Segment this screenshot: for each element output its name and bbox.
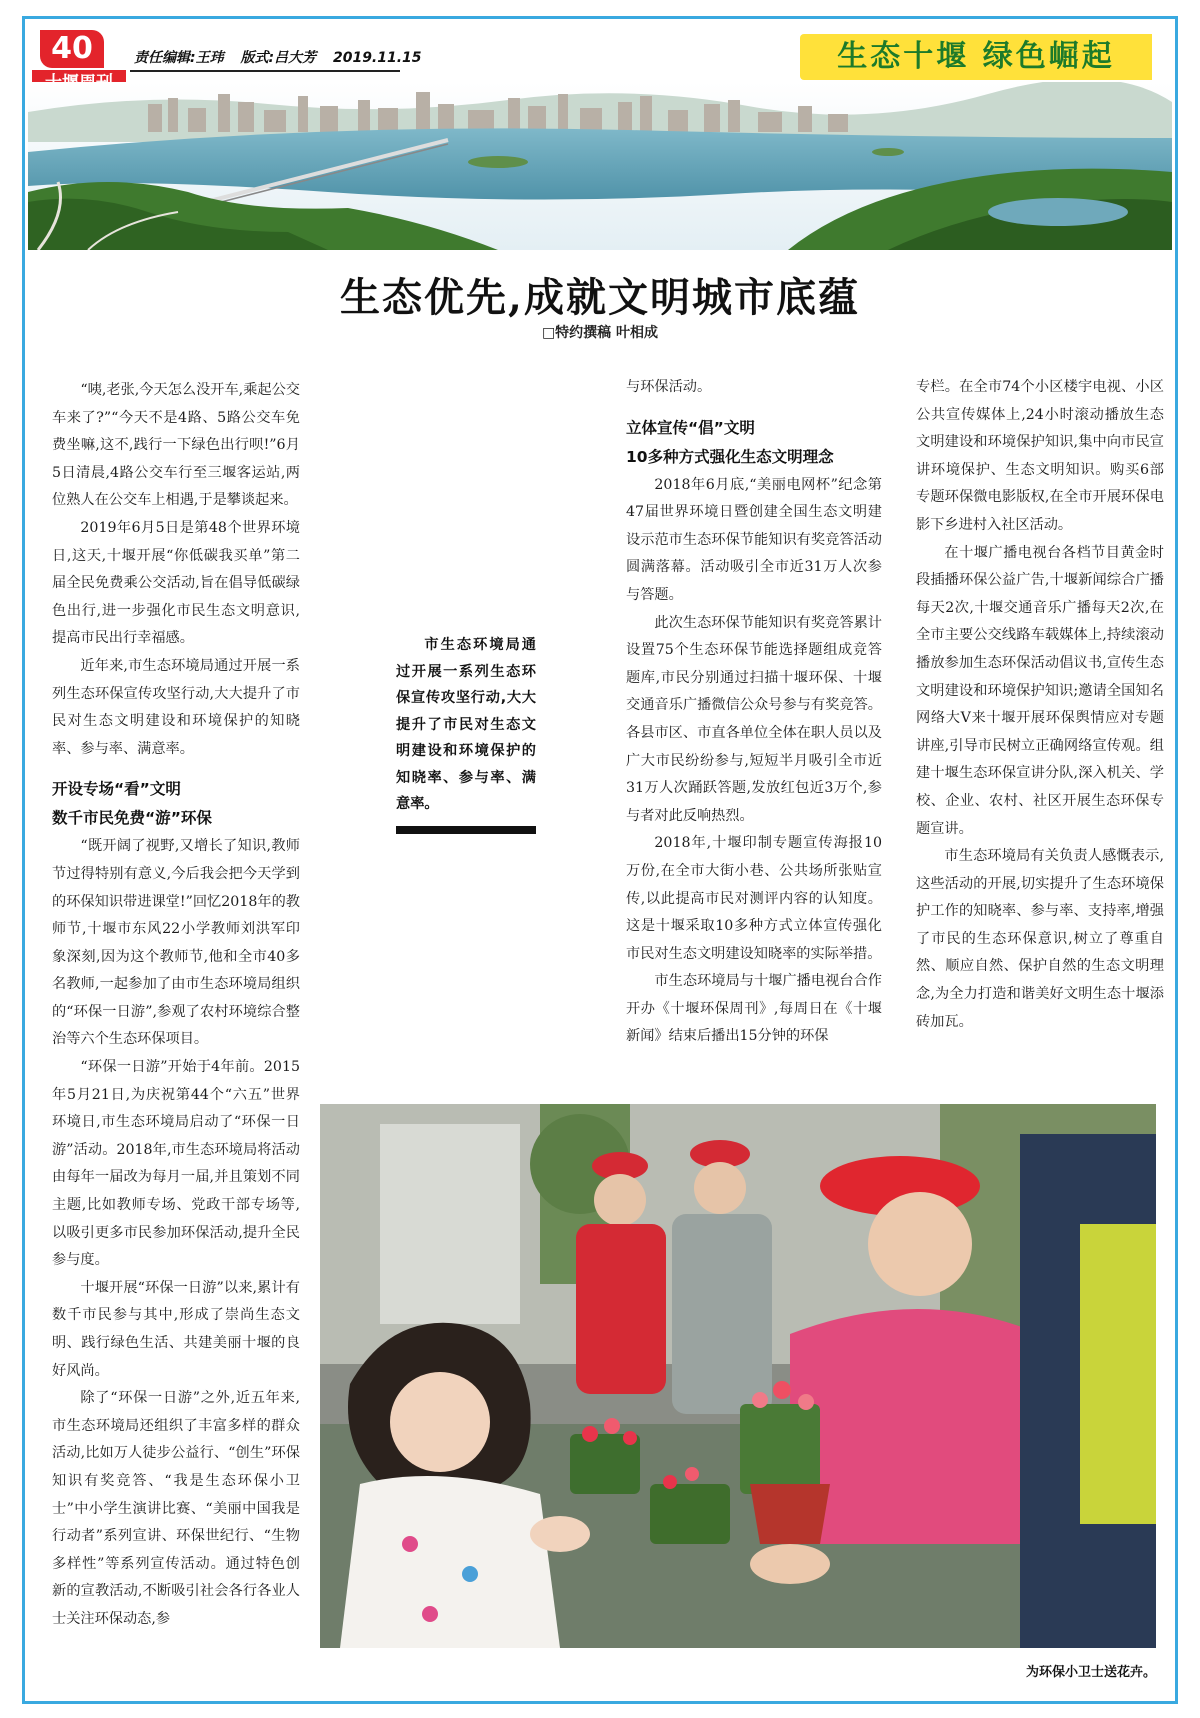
paragraph: 除了“环保一日游”之外,近五年来,市生态环境局还组织了丰富多样的群众活动,比如万人徒步公益行、“创生”环保知识有奖竞答、“我是生态环保小卫士”中小学生演讲比赛、“美丽中国我是行动者”系列宣讲、环保世纪行、“生物多样性”等系列宣传活动。通过特色创新的宣教活动,不断吸引社会各行各业人士关注环保动态,参 (52, 1390, 300, 1627)
article-column-1 (52, 377, 300, 1634)
section-slogan: 生态十堰 绿色崛起 (800, 34, 1152, 80)
header-divider (130, 70, 400, 72)
paragraph: 与环保活动。 (626, 379, 712, 395)
paragraph: 市生态环境局有关负责人感慨表示,这些活动的开展,切实提升了生态环境保护工作的知晓率、参与率、支持率,增强了市民的生态环保意识,树立了尊重自然、顺应自然、保护自然的生态文明理念,为全力打造和谐美好文明生态十堰添砖加瓦。 (916, 848, 1164, 1030)
paragraph: “咦,老张,今天怎么没开车,乘起公交车来了?”“今天不是4路、5路公交车免费坐嘛,这不,践行一下绿色出行呗!”6月5日清晨,4路公交车行至三堰客运站,两位熟人在公交车上相遇,于是攀谈起来。 (52, 382, 300, 509)
subheading: 数千市民免费“游”环保 (52, 809, 212, 828)
paragraph: 十堰开展“环保一日游”以来,累计有数千市民参与其中,形成了崇尚生态文明、践行绿色生活、共建美丽十堰的良好风尚。 (52, 1279, 300, 1379)
editor-name: 责任编辑:王玮 (134, 50, 224, 66)
paragraph: 2019年6月5日是第48个世界环境日,这天,十堰开展“你低碳我买单”第二届全民免费乘公交活动,旨在倡导低碳绿色出行,进一步强化市民生态文明意识,提高市民出行幸福感。 (52, 519, 300, 647)
event-photo (320, 1104, 1156, 1648)
subheading: 立体宣传“倡”文明 (626, 418, 755, 437)
paragraph: 2018年,十堰印制专题宣传海报10万份,在全市大街小巷、公共场所张贴宣传,以此提高市民对测评内容的认知度。这是十堰采取10多种方式立体宣传强化市民对生态文明建设知晓率的实际举措。 (626, 835, 882, 962)
article-column-4 (916, 374, 1164, 1036)
subheading: 开设专场“看”文明 (52, 780, 181, 799)
issue-date: 2019.11.15 (332, 50, 422, 66)
paragraph: “既开阔了视野,又增长了知识,教师节过得特别有意义,今后我会把今天学到的环保知识带进课堂!”回忆2018年的教师节,十堰市东风22小学教师刘洪军印象深刻,因为这个教师节,他和全市40多名教师,一起参加了由市生态环境局组织的“环保一日游”,参观了农村环境综合整治等六个生态环保项目。 (52, 838, 300, 1048)
paragraph: “环保一日游”开始于4年前。2015年5月21日,为庆祝第44个“六五”世界环境日,市生态环境局启动了“环保一日游”活动。2018年,市生态环境局将活动由每年一届改为每月一届,并且策划不同主题,比如教师专场、党政干部专场等,以吸引更多市民参加环保活动,提升全民参与度。 (52, 1059, 300, 1269)
subheading: 10多种方式强化生态文明理念 (626, 447, 834, 466)
paragraph: 在十堰广播电视台各档节目黄金时段插播环保公益广告,十堰新闻综合广播每天2次,十堰交通音乐广播每天2次,在全市主要公交线路车载媒体上,持续滚动播放参加生态环保活动倡议书,宣传生态文明建设和环境保护知识;邀请全国知名网络大V来十堰开展环保舆情应对专题讲座,引导市民树立正确网络宣传观。组建十堰生态环保宣讲分队,深入机关、学校、企业、农村、社区开展生态环保专题宣讲。 (916, 544, 1164, 837)
article-column-3 (626, 374, 882, 1051)
page-number-badge: 40 (40, 30, 104, 68)
paragraph: 专栏。在全市74个小区楼宇电视、小区公共宣传媒体上,24小时滚动播放生态文明建设和环境保护知识,集中向市民宣讲环境保护、生态文明知识。购买6部专题环保微电影版权,在全市开展环保电影下乡进村入社区活动。 (916, 379, 1164, 533)
photo-caption: 为环保小卫士送花卉。 (1025, 1665, 1156, 1680)
pull-quote-bar (396, 826, 536, 834)
editor-credits (134, 47, 434, 67)
layout-name: 版式:吕大芳 (240, 50, 317, 66)
paragraph: 市生态环境局与十堰广播电视台合作开办《十堰环保周刊》,每周日在《十堰新闻》结束后播出15分钟的环保 (626, 973, 882, 1045)
article-byline: □特约撰稿 叶相成 (541, 325, 659, 341)
city-panorama-image (28, 82, 1172, 250)
article-title: 生态优先,成就文明城市底蕴 (340, 274, 860, 321)
pull-quote: 市生态环境局通过开展一系列生态环保宣传攻坚行动,大大提升了市民对生态文明建设和环境保护的知晓率、参与率、满意率。 (396, 637, 536, 812)
paragraph: 2018年6月底,“美丽电网杯”纪念第47届世界环境日暨创建全国生态文明建设示范市生态环保节能知识有奖竞答活动圆满落幕。活动吸引全市近31万人次参与答题。 (626, 476, 882, 603)
paragraph: 此次生态环保节能知识有奖竞答累计设置75个生态环保节能选择题组成竞答题库,市民分别通过扫描十堰环保、十堰交通音乐广播微信公众号参与有奖竞答。各县市区、市直各单位全体在职人员以及广大市民纷纷参与,短短半月吸引全市近31万人次踊跃答题,发放红包近3万个,参与者对此反响热烈。 (626, 614, 882, 824)
paragraph: 近年来,市生态环境局通过开展一系列生态环保宣传攻坚行动,大大提升了市民对生态文明建设和环境保护的知晓率、参与率、满意率。 (52, 657, 300, 757)
